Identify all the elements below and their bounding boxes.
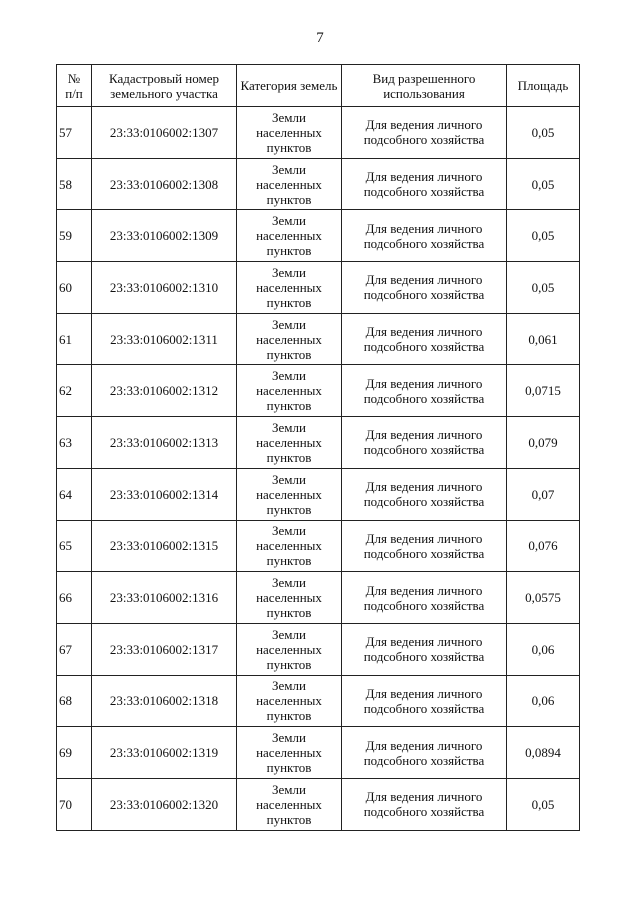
land-category-line: населенных bbox=[256, 434, 322, 450]
cadastral-number: 23:33:0106002:1307 bbox=[92, 107, 237, 159]
permitted-use: Для ведения личного подсобного хозяйства bbox=[342, 158, 507, 210]
cadastral-number: 23:33:0106002:1309 bbox=[92, 210, 237, 262]
land-category bbox=[237, 365, 342, 417]
land-category-line: Земли bbox=[272, 626, 306, 642]
area: 0,05 bbox=[507, 158, 580, 210]
land-category-line: пунктов bbox=[266, 139, 312, 155]
land-category-line: Земли bbox=[272, 316, 306, 332]
row-number: 58 bbox=[57, 158, 92, 210]
land-category bbox=[237, 468, 342, 520]
land-category bbox=[237, 158, 342, 210]
land-category-line: Земли bbox=[272, 213, 306, 229]
table-row bbox=[57, 365, 580, 417]
land-plots-table bbox=[56, 64, 580, 831]
land-category bbox=[237, 572, 342, 624]
land-category-line: Земли bbox=[272, 419, 306, 435]
permitted-use: Для ведения личного подсобного хозяйства bbox=[342, 313, 507, 365]
land-category-line: пунктов bbox=[266, 243, 312, 259]
land-category bbox=[237, 417, 342, 469]
permitted-use: Для ведения личного подсобного хозяйства bbox=[342, 520, 507, 572]
area: 0,0575 bbox=[507, 572, 580, 624]
area: 0,05 bbox=[507, 107, 580, 159]
land-category-line: населенных bbox=[256, 796, 322, 812]
land-category-line: населенных bbox=[256, 693, 322, 709]
land-category-line: пунктов bbox=[266, 346, 312, 362]
land-category-line: населенных bbox=[256, 590, 322, 606]
row-number: 60 bbox=[57, 262, 92, 314]
table-row bbox=[57, 210, 580, 262]
land-category-line: пунктов bbox=[266, 398, 312, 414]
land-category-line: пунктов bbox=[266, 294, 312, 310]
land-category-line: Земли bbox=[272, 523, 306, 539]
land-category bbox=[237, 520, 342, 572]
area: 0,061 bbox=[507, 313, 580, 365]
land-category bbox=[237, 727, 342, 779]
land-category bbox=[237, 210, 342, 262]
area: 0,06 bbox=[507, 623, 580, 675]
cadastral-number: 23:33:0106002:1311 bbox=[92, 313, 237, 365]
permitted-use: Для ведения личного подсобного хозяйства bbox=[342, 365, 507, 417]
row-number: 63 bbox=[57, 417, 92, 469]
area: 0,05 bbox=[507, 262, 580, 314]
header-use: Вид разрешенного использования bbox=[342, 65, 507, 107]
table-row bbox=[57, 158, 580, 210]
cadastral-number: 23:33:0106002:1312 bbox=[92, 365, 237, 417]
permitted-use: Для ведения личного подсобного хозяйства bbox=[342, 468, 507, 520]
row-number: 68 bbox=[57, 675, 92, 727]
land-category-line: Земли bbox=[272, 161, 306, 177]
land-category-line: населенных bbox=[256, 538, 322, 554]
land-category-line: пунктов bbox=[266, 708, 312, 724]
land-category-line: Земли bbox=[272, 368, 306, 384]
land-category-line: пунктов bbox=[266, 605, 312, 621]
table-row bbox=[57, 313, 580, 365]
row-number: 61 bbox=[57, 313, 92, 365]
table-row bbox=[57, 417, 580, 469]
land-category-line: Земли bbox=[272, 678, 306, 694]
area: 0,05 bbox=[507, 778, 580, 830]
permitted-use: Для ведения личного подсобного хозяйства bbox=[342, 623, 507, 675]
row-number: 66 bbox=[57, 572, 92, 624]
cadastral-number: 23:33:0106002:1317 bbox=[92, 623, 237, 675]
table-row bbox=[57, 262, 580, 314]
table-row bbox=[57, 623, 580, 675]
table-body bbox=[57, 107, 580, 831]
land-category-line: Земли bbox=[272, 471, 306, 487]
area: 0,079 bbox=[507, 417, 580, 469]
area: 0,0715 bbox=[507, 365, 580, 417]
land-category-line: населенных bbox=[256, 228, 322, 244]
header-number-line: № bbox=[67, 70, 81, 86]
land-category-line: Земли bbox=[272, 264, 306, 280]
land-category-line: пунктов bbox=[266, 656, 312, 672]
land-category-line: пунктов bbox=[266, 760, 312, 776]
land-category-line: пунктов bbox=[266, 811, 312, 827]
land-category bbox=[237, 107, 342, 159]
row-number: 67 bbox=[57, 623, 92, 675]
table-row bbox=[57, 520, 580, 572]
table-row bbox=[57, 778, 580, 830]
header-category: Категория земель bbox=[237, 65, 342, 107]
land-category bbox=[237, 778, 342, 830]
area: 0,0894 bbox=[507, 727, 580, 779]
cadastral-number: 23:33:0106002:1313 bbox=[92, 417, 237, 469]
land-category-line: пунктов bbox=[266, 553, 312, 569]
table-header-row bbox=[57, 65, 580, 107]
page-number: 7 bbox=[316, 30, 324, 46]
cadastral-number: 23:33:0106002:1315 bbox=[92, 520, 237, 572]
land-category-line: населенных bbox=[256, 486, 322, 502]
land-category-line: Земли bbox=[272, 781, 306, 797]
area: 0,076 bbox=[507, 520, 580, 572]
permitted-use: Для ведения личного подсобного хозяйства bbox=[342, 778, 507, 830]
area: 0,05 bbox=[507, 210, 580, 262]
cadastral-number: 23:33:0106002:1319 bbox=[92, 727, 237, 779]
land-category bbox=[237, 313, 342, 365]
permitted-use: Для ведения личного подсобного хозяйства bbox=[342, 572, 507, 624]
table-row bbox=[57, 468, 580, 520]
cadastral-number: 23:33:0106002:1316 bbox=[92, 572, 237, 624]
permitted-use: Для ведения личного подсобного хозяйства bbox=[342, 262, 507, 314]
table-row bbox=[57, 572, 580, 624]
land-category-line: пунктов bbox=[266, 191, 312, 207]
land-category-line: Земли bbox=[272, 730, 306, 746]
land-category-line: Земли bbox=[272, 575, 306, 591]
cadastral-number: 23:33:0106002:1310 bbox=[92, 262, 237, 314]
row-number: 64 bbox=[57, 468, 92, 520]
header-number bbox=[57, 65, 92, 107]
cadastral-number: 23:33:0106002:1314 bbox=[92, 468, 237, 520]
land-category bbox=[237, 623, 342, 675]
row-number: 62 bbox=[57, 365, 92, 417]
permitted-use: Для ведения личного подсобного хозяйства bbox=[342, 727, 507, 779]
header-number-line: п/п bbox=[65, 85, 83, 101]
land-category-line: населенных bbox=[256, 641, 322, 657]
land-category bbox=[237, 675, 342, 727]
table-row bbox=[57, 107, 580, 159]
row-number: 70 bbox=[57, 778, 92, 830]
table-row bbox=[57, 727, 580, 779]
permitted-use: Для ведения личного подсобного хозяйства bbox=[342, 210, 507, 262]
land-category-line: пунктов bbox=[266, 501, 312, 517]
header-cadastral: Кадастровый номер земельного участка bbox=[92, 65, 237, 107]
land-category-line: пунктов bbox=[266, 449, 312, 465]
area: 0,07 bbox=[507, 468, 580, 520]
area: 0,06 bbox=[507, 675, 580, 727]
cadastral-number: 23:33:0106002:1320 bbox=[92, 778, 237, 830]
land-category bbox=[237, 262, 342, 314]
land-category-line: населенных bbox=[256, 745, 322, 761]
land-category-line: населенных bbox=[256, 331, 322, 347]
land-category-line: населенных bbox=[256, 124, 322, 140]
table-header bbox=[57, 65, 580, 107]
cadastral-number: 23:33:0106002:1308 bbox=[92, 158, 237, 210]
row-number: 69 bbox=[57, 727, 92, 779]
header-area: Площадь bbox=[507, 65, 580, 107]
row-number: 65 bbox=[57, 520, 92, 572]
row-number: 57 bbox=[57, 107, 92, 159]
land-category-line: Земли bbox=[272, 109, 306, 125]
land-category-line: населенных bbox=[256, 383, 322, 399]
row-number: 59 bbox=[57, 210, 92, 262]
land-category-line: населенных bbox=[256, 176, 322, 192]
permitted-use: Для ведения личного подсобного хозяйства bbox=[342, 417, 507, 469]
land-category-line: населенных bbox=[256, 279, 322, 295]
permitted-use: Для ведения личного подсобного хозяйства bbox=[342, 107, 507, 159]
permitted-use: Для ведения личного подсобного хозяйства bbox=[342, 675, 507, 727]
cadastral-number: 23:33:0106002:1318 bbox=[92, 675, 237, 727]
table-row bbox=[57, 675, 580, 727]
